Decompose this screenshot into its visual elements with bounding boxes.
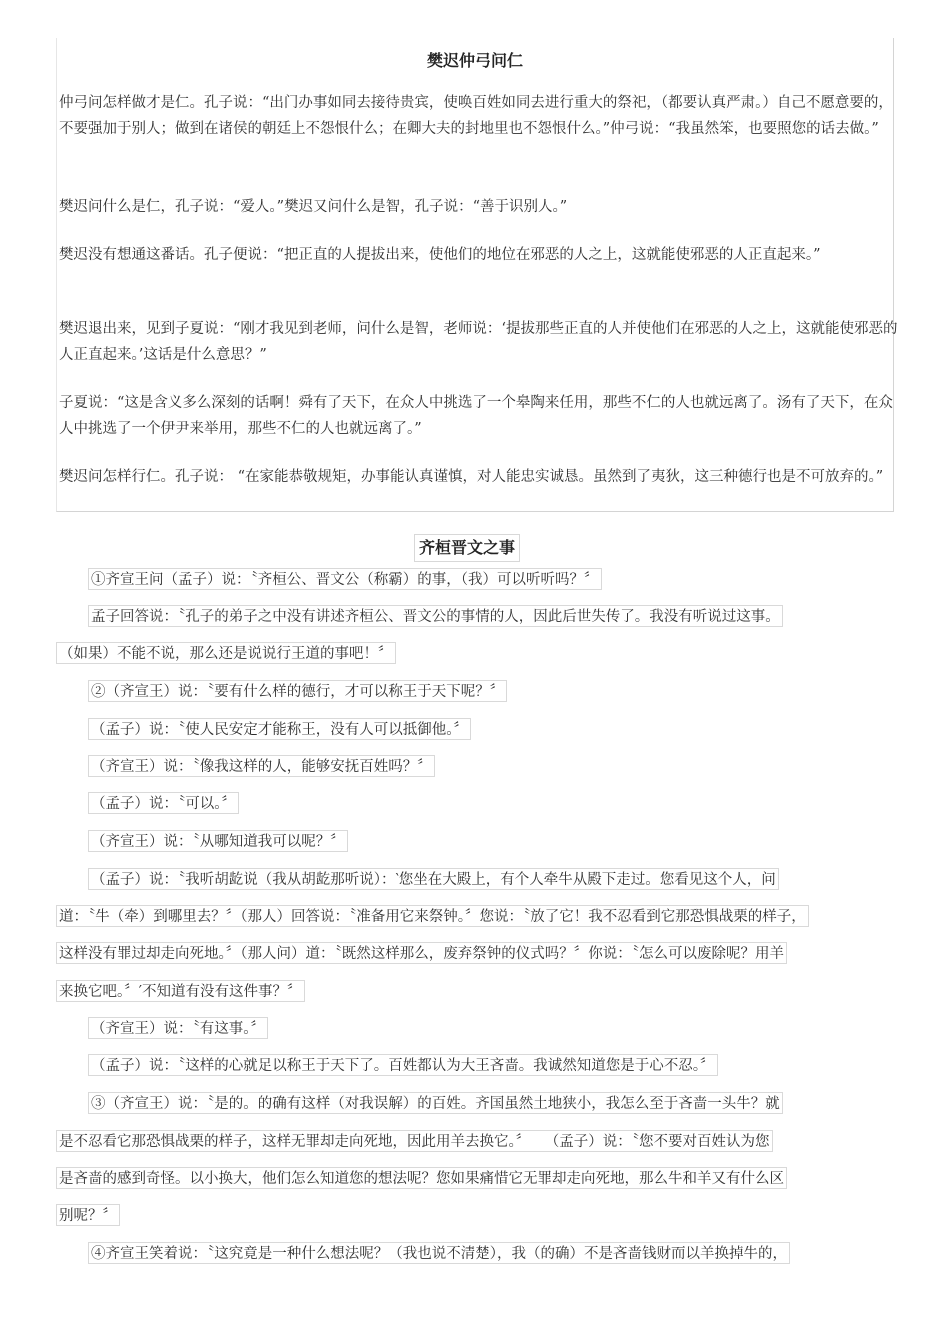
text-line: 这样没有罪过却走向死地。〞（那人问）道：〝既然这样那么，废弃祭钟的仪式吗？〞你说：〝怎么可以废除呢？用羊 xyxy=(56,942,787,964)
text-line: ②（齐宣王）说：〝要有什么样的德行，才可以称王于天下呢？〞 xyxy=(88,680,507,702)
text-line: 是不忍看它那恐惧战栗的样子，这样无罪却走向死地，因此用羊去换它。〞 （孟子）说：〝您不要对百姓认为您 xyxy=(56,1130,773,1152)
paragraph: 樊迟退出来，见到子夏说：“刚才我见到老师，问什么是智，老师说：‘提拔那些正直的人并使他们在邪恶的人之上，这就能使邪恶的人正直起来。’这话是什么意思？” xyxy=(59,321,898,363)
section-title: 齐桓晋文之事 xyxy=(414,534,520,562)
text-line: 道：〝牛（牵）到哪里去？〞（那人）回答说：〝准备用它来祭钟。〞您说：〝放了它！我不忍看到它那恐惧战栗的样子， xyxy=(56,905,809,927)
text-line: （如果）不能不说，那么还是说说行王道的事吧！〞 xyxy=(56,642,396,664)
text-line: ①齐宣王问（孟子）说：〝齐桓公、晋文公（称霸）的事，（我）可以听听吗？〞 xyxy=(88,568,602,590)
paragraph: 樊迟没有想通这番话。孔子便说：“把正直的人提拔出来，使他们的地位在邪恶的人之上，这就能使邪恶的人正直起来。” xyxy=(59,247,821,263)
text-line: （齐宣王）说：〝像我这样的人，能够安抚百姓吗？〞 xyxy=(88,755,435,777)
text-line: （孟子）说：〝可以。〞 xyxy=(88,792,239,814)
text-line: （齐宣王）说：〝从哪知道我可以呢？〞 xyxy=(88,830,348,852)
section-title: 樊迟仲弓问仁 xyxy=(426,51,523,70)
text-line: （孟子）说：〝这样的心就足以称王于天下了。百姓都认为大王吝啬。我诚然知道您是于心不忍。〞 xyxy=(88,1054,718,1076)
text-line: ④齐宣王笑着说：〝这究竟是一种什么想法呢？（我也说不清楚），我（的确）不是吝啬钱财而以羊换掉牛的， xyxy=(88,1242,790,1264)
paragraph: 仲弓问怎样做才是仁。孔子说：“出门办事如同去接待贵宾，使唤百姓如同去进行重大的祭祀，（都要认真严肃。）自己不愿意要的，不要强加于别人；做到在诸侯的朝廷上不怨恨什么；在卿大夫的封地里也不怨恨什么。”仲弓说：“我虽然笨，也要照您的话去做。” xyxy=(59,95,893,137)
text-line: （孟子）说：〝使人民安定才能称王，没有人可以抵御他。〞 xyxy=(88,718,471,740)
passage-fanchi-zhonggong xyxy=(56,38,898,512)
text-line: ③（齐宣王）说：〝是的。的确有这样（对我误解）的百姓。齐国虽然土地狭小，我怎么至于吝啬一头牛？就 xyxy=(88,1092,783,1114)
text-line: 来换它吧。〞′不知道有没有这件事？〞 xyxy=(56,980,305,1002)
text-line: 孟子回答说：〝孔子的弟子之中没有讲述齐桓公、晋文公的事情的人，因此后世失传了。我没有听说过这事。 xyxy=(88,605,783,627)
paragraph: 樊迟问什么是仁，孔子说：“爱人。”樊迟又问什么是智，孔子说：“善于识别人。” xyxy=(59,199,568,215)
text-line: （齐宣王）说：〝有这事。〞 xyxy=(88,1017,268,1039)
text-line: （孟子）说：〝我听胡龁说（我从胡龁那听说）：‵您坐在大殿上，有个人牵牛从殿下走过。您看见这个人，问 xyxy=(88,868,779,890)
paragraph: 樊迟问怎样行仁。孔子说： “在家能恭敬规矩，办事能认真谨慎，对人能忠实诚恳。虽然到了夷狄，这三种德行也是不可放弃的。” xyxy=(59,469,884,485)
paragraph: 子夏说：“这是含义多么深刻的话啊！舜有了天下，在众人中挑选了一个皋陶来任用，那些不仁的人也就远离了。汤有了天下，在众人中挑选了一个伊尹来举用，那些不仁的人也就远离了。” xyxy=(59,395,893,437)
text-line: 是吝啬的感到奇怪。以小换大，他们怎么知道您的想法呢？您如果痛惜它无罪却走向死地，那么牛和羊又有什么区 xyxy=(56,1167,787,1189)
text-line: 别呢？〞 xyxy=(56,1204,120,1226)
